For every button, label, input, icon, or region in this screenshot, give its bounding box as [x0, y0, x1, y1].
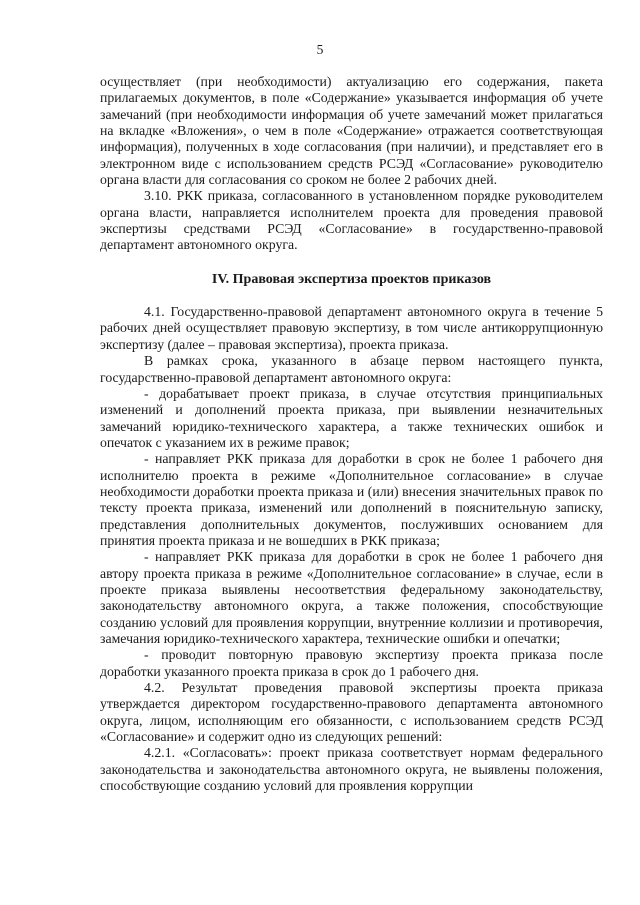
- paragraph-4-2-1: 4.2.1. «Согласовать»: проект приказа соответствует нормам федерального законодательства и законодательства автономного округа, не выявлены положения, способствующие созданию условий для проявления коррупции: [100, 745, 603, 794]
- list-item-repeat-review: - проводит повторную правовую экспертизу проекта приказа после доработки указанного проекта приказа в срок до 1 рабочего дня.: [100, 647, 603, 679]
- paragraph-4-2: 4.2. Результат проведения правовой экспертизы проекта приказа утверждается директором государственно-правового департамента автономного округа, лицом, исполняющим его обязанности, с использованием средств РСЭД «Согласование» и содержит одно из следующих решений:: [100, 680, 603, 745]
- list-item-returns-to-author: - направляет РКК приказа для доработки в срок не более 1 рабочего дня автору проекта приказа в режиме «Дополнительное согласование» в случае, если в проекте приказа выявлены несоответствия федеральному законодательству, законодательству автономного округа, а также положения, способствующие созданию условий для проявления коррупции, внутренние коллизии и противоречия, замечания юридико-технического характера, технические ошибки и опечатки;: [100, 549, 603, 646]
- paragraph-4-1: 4.1. Государственно-правовой департамент автономного округа в течение 5 рабочих дней осуществляет правовую экспертизу, в том числе антикоррупционную экспертизу (далее – правовая экспертиза), проекта приказа.: [100, 304, 603, 352]
- list-item-returns-to-executor: - направляет РКК приказа для доработки в срок не более 1 рабочего дня исполнителю проекта в режиме «Дополнительное согласование» в случае необходимости доработки проекта приказа и (или) внесения значительных правок по тексту проекта приказа, изменений или дополнений в пояснительную записку, представления дополнительных документов, послуживших основанием для принятия проекта приказа и не вошедших в РКК приказа;: [100, 451, 603, 548]
- section-heading: IV. Правовая экспертиза проектов приказов: [211, 271, 492, 287]
- paragraph-term: В рамках срока, указанного в абзаце первом настоящего пункта, государственно-правовой департамент автономного округа:: [100, 353, 603, 385]
- paragraph-3-10: 3.10. РКК приказа, согласованного в установленном порядке руководителем органа власти, направляется исполнителем проекта для проведения правовой экспертизы средствами РСЭД «Согласование» в государственно-правовой департамент автономного округа.: [100, 188, 603, 253]
- paragraph-continuation: осуществляет (при необходимости) актуализацию его содержания, пакета прилагаемых документов, в поле «Содержание» указывается информация об учете замечаний (при необходимости информация об учете замечаний может прилагаться на вкладке «Вложения», о чем в поле «Содержание» отражается соответствующая информация), полученных в ходе согласования (при наличии), и представляет его в электронном виде с использованием средств РСЭД «Согласование» руководителю органа власти для согласования со сроком не более 2 рабочих дней.: [100, 74, 603, 188]
- list-item-finalizes: - дорабатывает проект приказа, в случае отсутствия принципиальных изменений и дополнений проекта приказа, при выявлении незначительных замечаний юридико-технического характера, а также технических ошибок и опечаток с указанием их в режиме правок;: [100, 385, 603, 450]
- page-number: 5: [316, 42, 324, 57]
- document-body: [100, 74, 603, 794]
